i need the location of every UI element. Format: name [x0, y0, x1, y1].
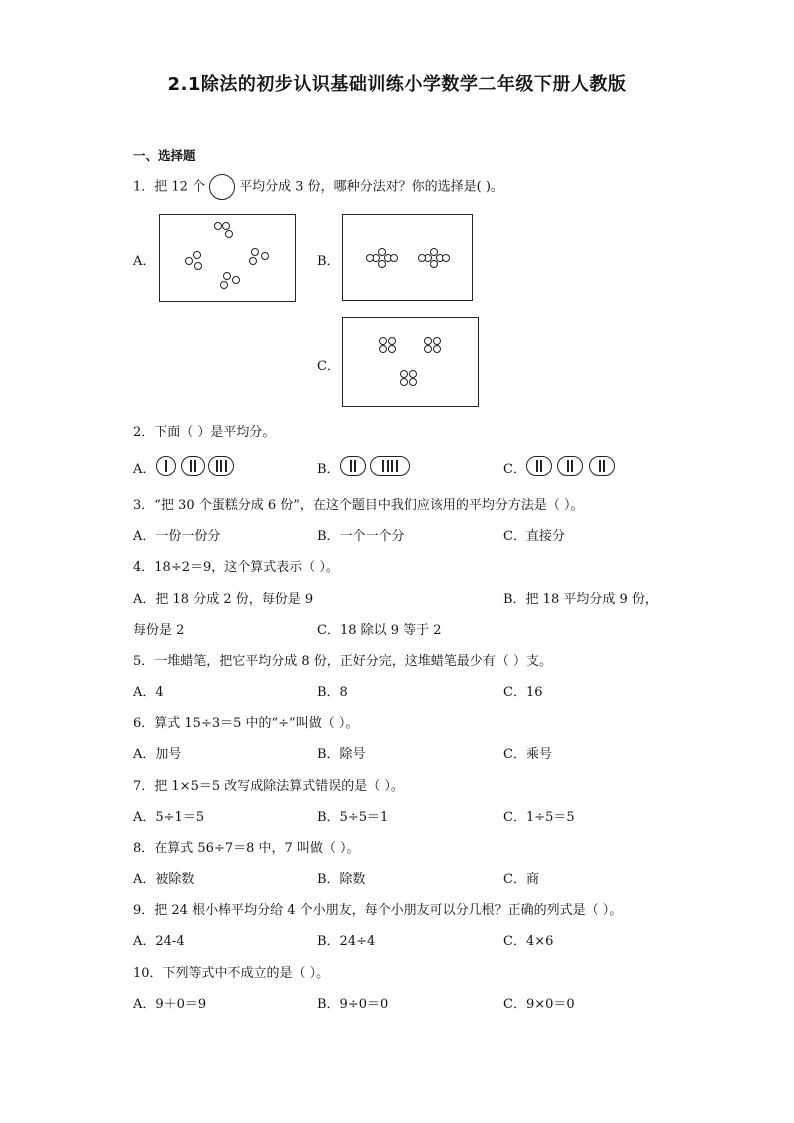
circle-icon — [225, 230, 233, 238]
q6-option-a[interactable]: A．加号 — [133, 747, 182, 762]
stick-group-icon[interactable] — [208, 456, 234, 476]
stick-group-icon[interactable] — [370, 456, 410, 476]
circle-icon — [442, 254, 450, 262]
circle-icon — [232, 276, 240, 284]
circle-icon — [220, 281, 228, 289]
q1-option-c-label: C． — [317, 359, 340, 374]
q6-option-c[interactable]: C．乘号 — [503, 747, 552, 762]
circle-icon — [209, 174, 235, 200]
circle-icon — [424, 345, 432, 353]
page-title: 2.1除法的初步认识基础训练小学数学二年级下册人教版 — [167, 74, 627, 95]
circle-icon — [433, 345, 441, 353]
stick-group-icon[interactable] — [526, 456, 552, 476]
q3-option-b[interactable]: B．一个一个分 — [317, 529, 405, 544]
question-8-stem: 8．在算式 56÷7＝8 中，7 叫做（ ）。 — [133, 841, 360, 856]
circle-icon — [194, 262, 202, 270]
question-5-stem: 5．一堆蜡笔，把它平均分成 8 份，正好分完，这堆蜡笔最少有（ ）支。 — [133, 654, 552, 669]
circle-icon — [400, 378, 408, 386]
stick-group-icon[interactable] — [181, 456, 205, 476]
circle-icon — [409, 378, 417, 386]
q8-option-c[interactable]: C．商 — [503, 872, 539, 887]
circle-icon — [251, 248, 259, 256]
question-2-stem: 2．下面（ ）是平均分。 — [133, 425, 276, 440]
q4-option-b-continued: 每份是 2 — [133, 623, 185, 638]
q9-option-a[interactable]: A．24-4 — [133, 934, 185, 949]
question-10-stem: 10．下列等式中不成立的是（ ）。 — [133, 966, 330, 981]
q1-option-b-figure[interactable] — [342, 214, 473, 301]
q1-option-a-figure[interactable] — [159, 214, 296, 302]
q1-option-a-label: A． — [133, 254, 156, 269]
q5-option-a[interactable]: A．4 — [133, 685, 164, 700]
circle-icon — [366, 254, 374, 262]
q7-option-b[interactable]: B．5÷5＝1 — [317, 810, 389, 825]
q1-option-c-figure[interactable] — [342, 317, 479, 407]
circle-icon — [222, 222, 230, 230]
q6-option-b[interactable]: B．除号 — [317, 747, 366, 762]
circle-icon — [214, 222, 222, 230]
circle-icon — [388, 337, 396, 345]
circle-icon — [193, 251, 201, 259]
stick-group-icon[interactable] — [557, 456, 583, 476]
q10-option-a[interactable]: A．9＋0＝9 — [133, 997, 207, 1012]
q8-option-a[interactable]: A．被除数 — [133, 872, 195, 887]
circle-icon — [400, 370, 408, 378]
q3-option-c[interactable]: C．直接分 — [503, 529, 565, 544]
circle-icon — [223, 272, 231, 280]
circle-icon — [390, 254, 398, 262]
question-4-stem: 4．18÷2＝9，这个算式表示（ ）。 — [133, 560, 339, 575]
q5-option-c[interactable]: C．16 — [503, 685, 543, 700]
circle-icon — [249, 257, 257, 265]
q4-option-c[interactable]: C．18 除以 9 等于 2 — [317, 623, 442, 638]
q7-option-a[interactable]: A．5÷1＝5 — [133, 810, 205, 825]
circle-icon — [261, 252, 269, 260]
q7-option-c[interactable]: C．1÷5＝5 — [503, 810, 575, 825]
q8-option-b[interactable]: B．除数 — [317, 872, 366, 887]
question-6-stem: 6．算式 15÷3＝5 中的“÷”叫做（ ）。 — [133, 716, 359, 731]
question-7-stem: 7．把 1×5＝5 改写成除法算式错误的是（ ）。 — [133, 779, 404, 794]
q4-option-b[interactable]: B．把 18 平均分成 9 份， — [503, 592, 658, 607]
question-1-stem: 1．把 12 个 平均分成 3 份，哪种分法对？你的选择是( )。 — [133, 174, 504, 201]
q2-option-c-label: C． — [503, 462, 526, 477]
q10-option-b[interactable]: B．9÷0＝0 — [317, 997, 389, 1012]
circle-icon — [424, 337, 432, 345]
circle-icon — [409, 370, 417, 378]
q5-option-b[interactable]: B．8 — [317, 685, 348, 700]
q3-option-a[interactable]: A．一份一份分 — [133, 529, 221, 544]
circle-icon — [418, 254, 426, 262]
q2-option-a-label: A． — [133, 462, 156, 477]
circle-icon — [433, 337, 441, 345]
q9-option-c[interactable]: C．4×6 — [503, 934, 554, 949]
stick-group-icon[interactable] — [589, 456, 615, 476]
question-3-stem: 3．“把 30 个蛋糕分成 6 份”，在这个题目中我们应该用的平均分方法是（ ）。 — [133, 498, 584, 513]
circle-icon — [379, 337, 387, 345]
q9-option-b[interactable]: B．24÷4 — [317, 934, 376, 949]
stick-group-icon[interactable] — [340, 456, 366, 476]
stick-group-icon[interactable] — [156, 456, 176, 476]
q4-option-a[interactable]: A．把 18 分成 2 份，每份是 9 — [133, 592, 314, 607]
question-9-stem: 9．把 24 根小棒平均分给 4 个小朋友，每个小朋友可以分几根？正确的列式是（ ）。 — [133, 903, 623, 918]
circle-icon — [388, 345, 396, 353]
q10-option-c[interactable]: C．9×0＝0 — [503, 997, 575, 1012]
circle-icon — [185, 257, 193, 265]
q2-option-b-label: B． — [317, 462, 340, 477]
q1-option-b-label: B． — [317, 254, 340, 269]
circle-icon — [379, 345, 387, 353]
section-heading: 一、选择题 — [133, 148, 196, 163]
